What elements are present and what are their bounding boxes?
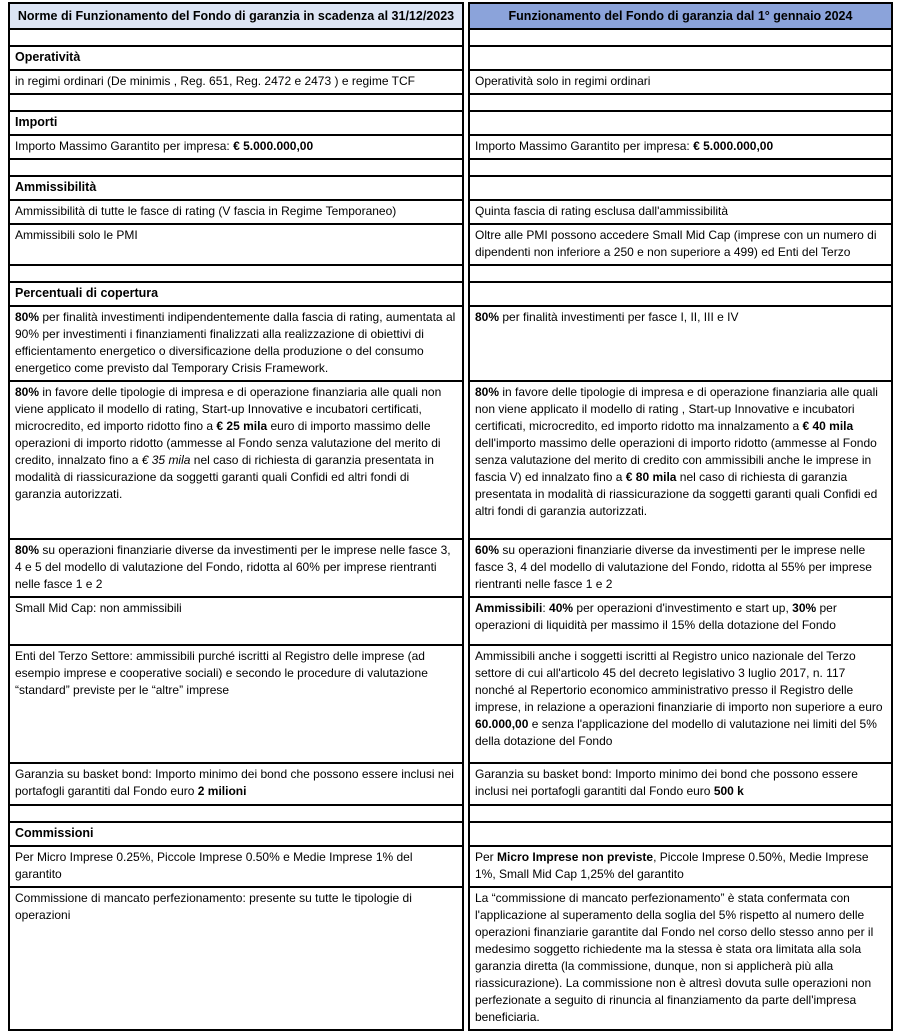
section-percentuali-copertura-left-cell: Percentuali di copertura (9, 282, 463, 306)
spacer-row-4-left-cell (9, 805, 463, 822)
row-importo-massimo (9, 135, 892, 159)
section-commissioni (9, 822, 892, 846)
spacer-row-top-right-cell (469, 29, 892, 46)
row-basket-bond (9, 763, 892, 805)
row-pmi-left-cell: Ammissibili solo le PMI (9, 224, 463, 265)
spacer-row-2-left-cell (9, 159, 463, 176)
row-fasce-rating-right-cell: Quinta fascia di rating esclusa dall'ammissibilità (469, 200, 892, 224)
row-enti-terzo-settore (9, 645, 892, 763)
section-importi-right-cell (469, 111, 892, 135)
row-copertura-investimenti (9, 306, 892, 381)
section-commissioni-left-cell: Commissioni (9, 822, 463, 846)
row-copertura-importo-ridotto (9, 381, 892, 539)
spacer-row-1-left-cell (9, 94, 463, 111)
row-copertura-altre-operazioni (9, 539, 892, 597)
spacer-row-1-right-cell (469, 94, 892, 111)
spacer-row-4-right-cell (469, 805, 892, 822)
row-copertura-investimenti-left-cell: 80% per finalità investimenti indipendentemente dalla fascia di rating, aumentata al 90% per investimenti i finanziamenti finalizzati alla realizzazione di obiettivi di efficientamento energetico o diversificazione della produzione o del consumo energetico come previsto dal Temporary Crisis Framework. (9, 306, 463, 381)
section-percentuali-copertura-right-cell (469, 282, 892, 306)
row-pmi (9, 224, 892, 265)
row-small-mid-cap-left-cell: Small Mid Cap: non ammissibili (9, 597, 463, 645)
row-mancato-perfezionamento-left-cell: Commissione di mancato perfezionamento: presente su tutte le tipologie di operazioni (9, 887, 463, 1030)
section-ammissibilita (9, 176, 892, 200)
spacer-row-2-right-cell (469, 159, 892, 176)
section-commissioni-right-cell (469, 822, 892, 846)
row-mancato-perfezionamento-right-cell: La “commissione di mancato perfezionamento” è stata confermata con l'applicazione al superamento della soglia del 5% rispetto al numero delle operazioni finanziarie garantite dal Fondo nel corso dello stesso anno per il medesimo soggetto richiedente ma la stessa è stata ora limitata alla sola garanzia diretta (la commissione, dunque, non si applicherà più alla riassicurazione). La commissione non è altresì dovuta sulle operazioni non perfezionate a seguito di rinuncia al finanziamento da parte dell'impresa beneficiaria. (469, 887, 892, 1030)
section-importi-left-cell: Importi (9, 111, 463, 135)
section-operativita (9, 46, 892, 70)
header-row (9, 3, 892, 29)
row-copertura-altre-operazioni-left-cell: 80% su operazioni finanziarie diverse da investimenti per le imprese nelle fasce 3, 4 e 5 del modello di valutazione del Fondo, ridotta al 60% per imprese rientranti nelle fasce 1 e 2 (9, 539, 463, 597)
row-small-mid-cap (9, 597, 892, 645)
row-mancato-perfezionamento (9, 887, 892, 1030)
row-operativita-regimi-right-cell: Operatività solo in regimi ordinari (469, 70, 892, 94)
row-commissioni-percentuali-left-cell: Per Micro Imprese 0.25%, Piccole Imprese 0.50% e Medie Imprese 1% del garantito (9, 846, 463, 887)
row-commissioni-percentuali (9, 846, 892, 887)
row-fasce-rating (9, 200, 892, 224)
section-operativita-left-cell: Operatività (9, 46, 463, 70)
column-header-2023: Norme di Funzionamento del Fondo di garanzia in scadenza al 31/12/2023 (9, 3, 463, 29)
comparison-table (8, 2, 893, 1031)
spacer-row-3-left-cell (9, 265, 463, 282)
section-importi (9, 111, 892, 135)
row-importo-massimo-left-cell: Importo Massimo Garantito per impresa: € 5.000.000,00 (9, 135, 463, 159)
section-ammissibilita-left-cell: Ammissibilità (9, 176, 463, 200)
spacer-row-top (9, 29, 892, 46)
row-fasce-rating-left-cell: Ammissibilità di tutte le fasce di rating (V fascia in Regime Temporaneo) (9, 200, 463, 224)
spacer-row-1 (9, 94, 892, 111)
row-copertura-importo-ridotto-right-cell: 80% in favore delle tipologie di impresa e di operazione finanziaria alle quali non viene applicato il modello di rating , Start-up Innovative e incubatori certificati, microcredito, ed importo ridotto ma innalzamento a € 40 mila dell'importo massimo delle operazioni di importo ridotto (ammesse al Fondo senza valutazione del merito di credito con ammissibili anche le imprese in fascia V) ed innalzato fino a € 80 mila nel caso di richiesta di garanzia presentata in modalità di riassicurazione da soggetti garanti quali Confidi ed altri fondi di garanzia autorizzati. (469, 381, 892, 539)
table-body (9, 29, 892, 1030)
spacer-row-3 (9, 265, 892, 282)
section-ammissibilita-right-cell (469, 176, 892, 200)
row-basket-bond-left-cell: Garanzia su basket bond: Importo minimo dei bond che possono essere inclusi nei portafogli garantiti dal Fondo euro 2 milioni (9, 763, 463, 805)
row-copertura-importo-ridotto-left-cell: 80% in favore delle tipologie di impresa e di operazione finanziaria alle quali non viene applicato il modello di rating, Start-up Innovative e incubatori certificati, microcredito, ed importo ridotto fino a € 25 mila euro di importo massimo delle operazioni di importo ridotto (ammesse al Fondo senza valutazione del merito di credito, innalzato fino a € 35 mila nel caso di richiesta di garanzia presentata in modalità di riassicurazione da soggetti garanti quali Confidi ed altri fondi di garanzia autorizzati. (9, 381, 463, 539)
row-copertura-altre-operazioni-right-cell: 60% su operazioni finanziarie diverse da investimenti per le imprese nelle fasce 3, 4 del modello di valutazione del Fondo, ridotta al 55% per imprese rientranti nelle fasce 1 e 2 (469, 539, 892, 597)
row-operativita-regimi (9, 70, 892, 94)
section-operativita-right-cell (469, 46, 892, 70)
row-enti-terzo-settore-right-cell: Ammissibili anche i soggetti iscritti al Registro unico nazionale del Terzo settore di cui all'articolo 45 del decreto legislativo 3 luglio 2017, n. 117 nonché al Repertorio economico amministrativo presso il Registro delle imprese, in relazione a operazioni finanziarie di importo non superiore a euro 60.000,00 e senza l'applicazione del modello di valutazione nei limiti del 5% della dotazione del Fondo (469, 645, 892, 763)
row-copertura-investimenti-right-cell: 80% per finalità investimenti per fasce I, II, III e IV (469, 306, 892, 381)
row-operativita-regimi-left-cell: in regimi ordinari (De minimis , Reg. 651, Reg. 2472 e 2473 ) e regime TCF (9, 70, 463, 94)
row-enti-terzo-settore-left-cell: Enti del Terzo Settore: ammissibili purché iscritti al Registro delle imprese (ad esempio imprese e cooperative sociali) e secondo le procedure di valutazione “standard” previste per le “altre” imprese (9, 645, 463, 763)
row-importo-massimo-right-cell: Importo Massimo Garantito per impresa: € 5.000.000,00 (469, 135, 892, 159)
row-basket-bond-right-cell: Garanzia su basket bond: Importo minimo dei bond che possono essere inclusi nei portafogli garantiti dal Fondo euro 500 k (469, 763, 892, 805)
spacer-row-3-right-cell (469, 265, 892, 282)
row-small-mid-cap-right-cell: Ammissibili: 40% per operazioni d'investimento e start up, 30% per operazioni di liquidità per massimo il 15% della dotazione del Fondo (469, 597, 892, 645)
row-pmi-right-cell: Oltre alle PMI possono accedere Small Mid Cap (imprese con un numero di dipendenti non inferiore a 250 e non superiore a 499) ed Enti del Terzo (469, 224, 892, 265)
spacer-row-top-left-cell (9, 29, 463, 46)
spacer-row-4 (9, 805, 892, 822)
column-header-2024: Funzionamento del Fondo di garanzia dal 1° gennaio 2024 (469, 3, 892, 29)
row-commissioni-percentuali-right-cell: Per Micro Imprese non previste, Piccole Imprese 0.50%, Medie Imprese 1%, Small Mid Cap 1,25% del garantito (469, 846, 892, 887)
section-percentuali-copertura (9, 282, 892, 306)
spacer-row-2 (9, 159, 892, 176)
